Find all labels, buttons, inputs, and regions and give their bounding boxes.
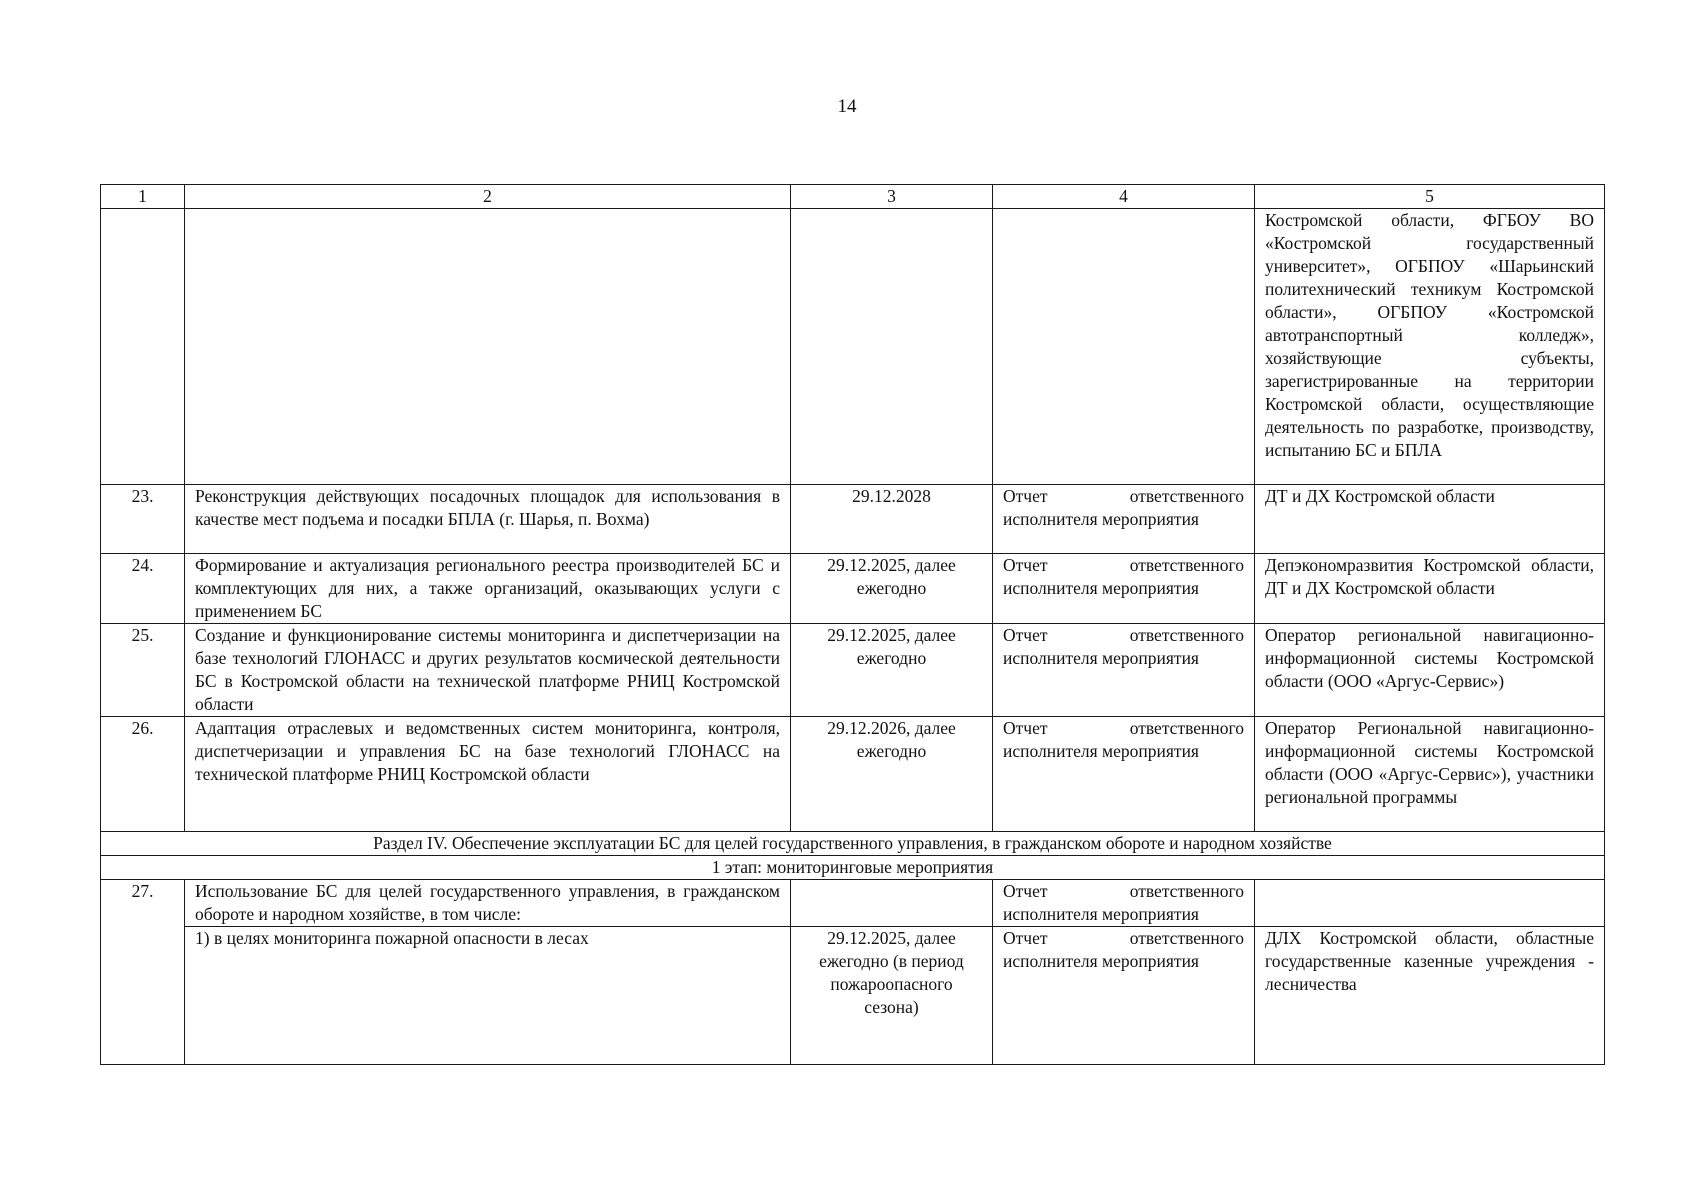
- table-row: [101, 554, 1605, 624]
- section-title: Раздел IV. Обеспечение эксплуатации БС для целей государственного управления, в гражданском обороте и народном хозяйстве: [101, 832, 1605, 856]
- responsible-cell: [1255, 880, 1605, 927]
- measures-table: [100, 184, 1605, 1065]
- stage-title: 1 этап: мониторинговые мероприятия: [101, 856, 1605, 880]
- report-cell: Отчет ответственного исполнителя мероприятия: [993, 880, 1255, 927]
- responsible-cell: ДЛХ Костромской области, областные государственные казенные учреждения - лесничества: [1255, 927, 1605, 1065]
- action-cell: 1) в целях мониторинга пожарной опасности в лесах: [185, 927, 791, 1065]
- report-cell: Отчет ответственного исполнителя мероприятия: [993, 485, 1255, 554]
- action-cell: Реконструкция действующих посадочных площадок для использования в качестве мест подъема и посадки БПЛА (г. Шарья, п. Вохма): [185, 485, 791, 554]
- deadline-cell: 29.12.2025, далее ежегодно: [791, 554, 993, 624]
- table-cell: [101, 209, 185, 485]
- row-number: 26.: [101, 717, 185, 832]
- responsible-cell: Депэкономразвития Костромской области, ДТ и ДХ Костромской области: [1255, 554, 1605, 624]
- report-cell: Отчет ответственного исполнителя мероприятия: [993, 717, 1255, 832]
- deadline-cell: [791, 880, 993, 927]
- row-number: 25.: [101, 624, 185, 717]
- table-row: [101, 927, 1605, 1065]
- deadline-cell: 29.12.2025, далее ежегодно: [791, 624, 993, 717]
- section-title-row: [101, 832, 1605, 856]
- report-cell: Отчет ответственного исполнителя мероприятия: [993, 554, 1255, 624]
- table-row: [101, 485, 1605, 554]
- deadline-cell: 29.12.2025, далее ежегодно (в период пожароопасного сезона): [791, 927, 993, 1065]
- table-row: [101, 717, 1605, 832]
- row-number: 27.: [101, 880, 185, 1065]
- report-cell: Отчет ответственного исполнителя мероприятия: [993, 624, 1255, 717]
- table-cell: [185, 209, 791, 485]
- responsible-cell: Оператор региональной навигационно-информационной системы Костромской области (ООО «Аргус-Сервис»): [1255, 624, 1605, 717]
- continuation-responsible-cell: Костромской области, ФГБОУ ВО «Костромской государственный университет», ОГБПОУ «Шарьинский политехнический техникум Костромской области», ОГБПОУ «Костромской автотранспортный колледж», хозяйствующие субъекты, зарегистрированные на территории Костромской области, осуществляющие деятельность по разработке, производству, испытанию БС и БПЛА: [1255, 209, 1605, 485]
- row-number: 23.: [101, 485, 185, 554]
- action-cell: Использование БС для целей государственного управления, в гражданском обороте и народном хозяйстве, в том числе:: [185, 880, 791, 927]
- row-number: 24.: [101, 554, 185, 624]
- continuation-row: [101, 209, 1605, 485]
- action-cell: Формирование и актуализация регионального реестра производителей БС и комплектующих для них, а также организаций, оказывающих услуги с применением БС: [185, 554, 791, 624]
- deadline-cell: 29.12.2026, далее ежегодно: [791, 717, 993, 832]
- action-cell: Адаптация отраслевых и ведомственных систем мониторинга, контроля, диспетчеризации и управления БС на базе технологий ГЛОНАСС на технической платформе РНИЦ Костромской области: [185, 717, 791, 832]
- responsible-cell: ДТ и ДХ Костромской области: [1255, 485, 1605, 554]
- column-number-3: 3: [791, 185, 993, 209]
- action-cell: Создание и функционирование системы мониторинга и диспетчеризации на базе технологий ГЛОНАСС и других результатов космической деятельности БС в Костромской области на технической платформе РНИЦ Костромской области: [185, 624, 791, 717]
- table-row: [101, 624, 1605, 717]
- column-number-4: 4: [993, 185, 1255, 209]
- table-cell: [993, 209, 1255, 485]
- deadline-cell: 29.12.2028: [791, 485, 993, 554]
- column-number-1: 1: [101, 185, 185, 209]
- stage-title-row: [101, 856, 1605, 880]
- column-number-5: 5: [1255, 185, 1605, 209]
- table-cell: [791, 209, 993, 485]
- responsible-cell: Оператор Региональной навигационно-информационной системы Костромской области (ООО «Аргус-Сервис»), участники региональной программы: [1255, 717, 1605, 832]
- column-number-row: [101, 185, 1605, 209]
- table-row: [101, 880, 1605, 927]
- column-number-2: 2: [185, 185, 791, 209]
- page-number: 14: [837, 96, 857, 117]
- report-cell: Отчет ответственного исполнителя мероприятия: [993, 927, 1255, 1065]
